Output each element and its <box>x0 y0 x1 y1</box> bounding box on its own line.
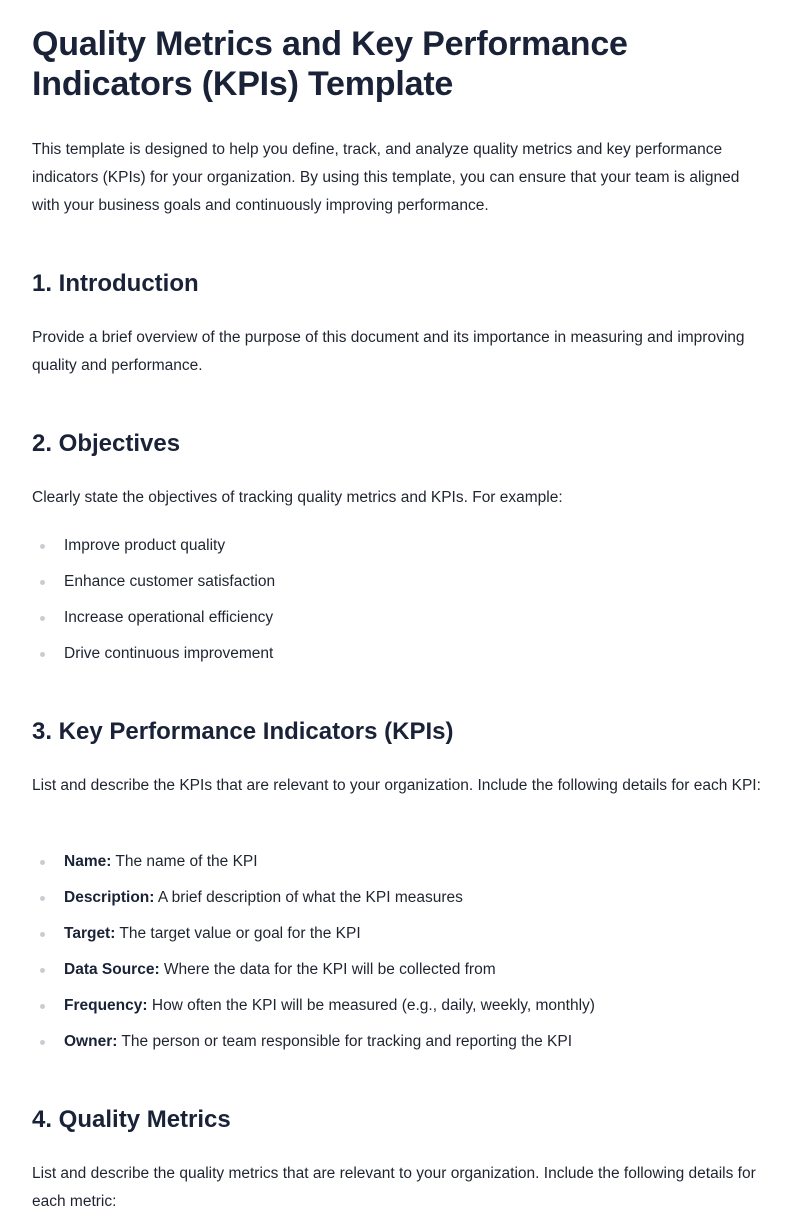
list-item-desc: Where the data for the KPI will be collected from <box>159 961 496 978</box>
list-item-term: Data Source: <box>64 961 160 978</box>
list-item <box>32 568 768 604</box>
bullet-icon <box>40 896 45 901</box>
bullet-icon <box>40 616 45 621</box>
list-item-desc: The target value or goal for the KPI <box>115 925 361 942</box>
bullet-icon <box>40 1040 45 1045</box>
section-text-kpis: List and describe the KPIs that are relevant to your organization. Include the following details for each KPI: <box>32 777 761 794</box>
bullet-icon <box>40 968 45 973</box>
list-item-term: Name: <box>64 853 112 870</box>
list-item-text: Drive continuous improvement <box>64 645 274 662</box>
bullet-icon <box>40 932 45 937</box>
list-item <box>32 1028 768 1064</box>
list-item <box>32 604 768 640</box>
list-item-text: Improve product quality <box>64 537 226 554</box>
section-heading-quality-metrics: 4. Quality Metrics <box>32 1106 231 1133</box>
list-item <box>32 640 768 676</box>
list-item-term: Owner: <box>64 1033 118 1050</box>
list-item-desc: A brief description of what the KPI measures <box>154 889 463 906</box>
kpi-details-list <box>32 848 768 1064</box>
bullet-icon <box>40 544 45 549</box>
list-item-text: Increase operational efficiency <box>64 609 274 626</box>
intro-paragraph: This template is designed to help you define, track, and analyze quality metrics and key performance indicators (KPIs) for your organization. By using this template, you can ensure that your team is aligned with your business goals and continuously improving performance. <box>32 141 740 214</box>
objectives-list <box>32 532 768 676</box>
list-item-term: Frequency: <box>64 997 148 1014</box>
bullet-icon <box>40 652 45 657</box>
bullet-icon <box>40 580 45 585</box>
bullet-icon <box>40 860 45 865</box>
list-item <box>32 956 768 992</box>
list-item-desc: The name of the KPI <box>111 853 258 870</box>
section-text-objectives: Clearly state the objectives of tracking quality metrics and KPIs. For example: <box>32 489 563 506</box>
list-item <box>32 848 768 884</box>
list-item <box>32 920 768 956</box>
section-heading-introduction: 1. Introduction <box>32 270 199 297</box>
list-item <box>32 532 768 568</box>
section-heading-kpis: 3. Key Performance Indicators (KPIs) <box>32 718 454 745</box>
bullet-icon <box>40 1004 45 1009</box>
list-item-desc: The person or team responsible for tracking and reporting the KPI <box>117 1033 573 1050</box>
list-item <box>32 884 768 920</box>
document-title: Quality Metrics and Key Performance Indicators (KPIs) Template <box>32 25 628 103</box>
section-text-introduction: Provide a brief overview of the purpose of this document and its importance in measuring and improving quality and performance. <box>32 329 745 374</box>
list-item-term: Description: <box>64 889 155 906</box>
list-item <box>32 992 768 1028</box>
list-item-term: Target: <box>64 925 116 942</box>
list-item-desc: How often the KPI will be measured (e.g., daily, weekly, monthly) <box>147 997 595 1014</box>
section-text-quality-metrics: List and describe the quality metrics that are relevant to your organization. Include the following details for each metric: <box>32 1165 756 1210</box>
list-item-text: Enhance customer satisfaction <box>64 573 276 590</box>
section-heading-objectives: 2. Objectives <box>32 430 181 457</box>
